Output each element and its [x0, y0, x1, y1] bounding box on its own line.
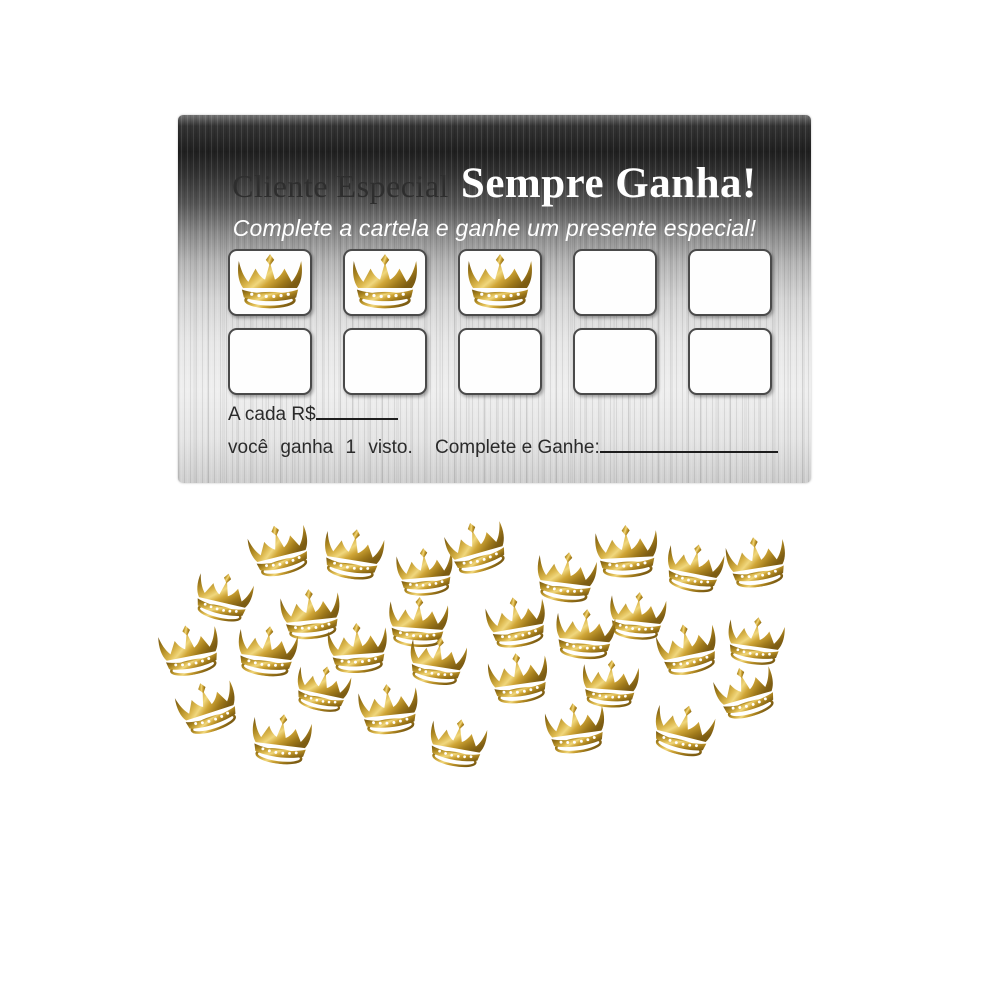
crown-icon [462, 254, 538, 309]
crown-sticker [528, 548, 604, 607]
card-title-row [178, 159, 811, 208]
crown-sticker [243, 710, 319, 769]
crown-icon [347, 254, 423, 309]
crown-icon [705, 658, 786, 726]
earn-line [228, 437, 788, 461]
crown-icon [718, 532, 795, 593]
stamp-grid [228, 249, 772, 395]
crown-sticker [481, 648, 557, 708]
crown-sticker [705, 658, 786, 726]
complete-label: Complete e Ganhe: [435, 437, 600, 458]
stamp-cell-empty [343, 328, 427, 395]
crown-sticker [719, 613, 792, 670]
crown-icon [528, 548, 604, 607]
crown-sticker [352, 680, 427, 737]
crown-sticker [229, 622, 305, 681]
crown-icon [352, 680, 427, 737]
crown-icon [538, 698, 614, 758]
crown-icon [478, 591, 556, 653]
crown-sticker [478, 591, 556, 653]
crown-sticker [274, 585, 349, 642]
crown-icon [548, 606, 622, 662]
crown-sticker [314, 524, 391, 585]
crown-sticker [151, 619, 229, 682]
crown-sticker [548, 606, 622, 662]
stamp-cell-empty [688, 249, 772, 316]
crown-sticker [718, 532, 795, 593]
crown-icon [657, 538, 731, 598]
crown-icon [481, 648, 557, 708]
crown-sticker [649, 617, 728, 681]
crown-icon [286, 660, 357, 717]
crown-icon [321, 620, 394, 675]
amount-blank-line [316, 405, 398, 420]
crown-sticker [321, 620, 394, 675]
earn-label: você ganha 1 visto. [228, 437, 413, 458]
stamp-cell-stamped [228, 249, 312, 316]
crown-sticker [657, 538, 731, 598]
crown-sticker [240, 517, 320, 583]
crown-icon [589, 523, 665, 580]
crown-sticker [436, 513, 517, 581]
crown-sticker [601, 589, 672, 644]
crown-icon [420, 714, 494, 773]
stamp-cell-empty [228, 328, 312, 395]
crown-icon [436, 513, 517, 581]
crown-icon [390, 545, 460, 598]
stamp-cell-empty [688, 328, 772, 395]
crown-sticker [575, 658, 645, 710]
crown-sticker [400, 632, 473, 690]
crown-sticker [286, 660, 357, 717]
crown-sticker [538, 698, 614, 758]
crown-icon [243, 710, 319, 769]
card-subtitle: Complete a cartela e ganhe um presente especial! [232, 215, 757, 241]
crown-icon [151, 619, 229, 682]
crown-icon [381, 594, 454, 649]
stamp-cell-empty [573, 249, 657, 316]
stamp-cell-empty [573, 328, 657, 395]
crown-icon [601, 589, 672, 644]
card-title-primary: Cliente Especial [232, 168, 449, 204]
crown-sticker [381, 594, 454, 649]
prize-blank-line [600, 438, 778, 453]
crown-icon [719, 613, 792, 670]
crown-sticker [643, 697, 723, 763]
crown-icon [185, 566, 261, 628]
crown-sticker [167, 672, 249, 742]
crown-icon [649, 617, 728, 681]
crown-icon [167, 672, 249, 742]
loyalty-card [178, 115, 811, 483]
crown-sticker [185, 566, 261, 628]
crown-icon [575, 658, 645, 710]
card-title-secondary: Sempre Ganha! [460, 160, 757, 207]
crown-icon [240, 517, 320, 583]
crown-sticker [420, 714, 494, 773]
crown-sticker [390, 545, 460, 598]
complete-and-win [435, 437, 778, 459]
crown-icon [232, 254, 308, 309]
crown-icon [314, 524, 391, 585]
crown-icon [400, 632, 473, 690]
stamp-cell-stamped [343, 249, 427, 316]
stamp-cell-empty [458, 328, 542, 395]
per-amount-label: A cada R$ [228, 404, 316, 425]
crown-icon [643, 697, 723, 763]
stamp-cell-stamped [458, 249, 542, 316]
crown-icon [229, 622, 305, 681]
crown-icon [274, 585, 349, 642]
crown-sticker [589, 523, 665, 580]
per-amount-line [228, 404, 398, 426]
